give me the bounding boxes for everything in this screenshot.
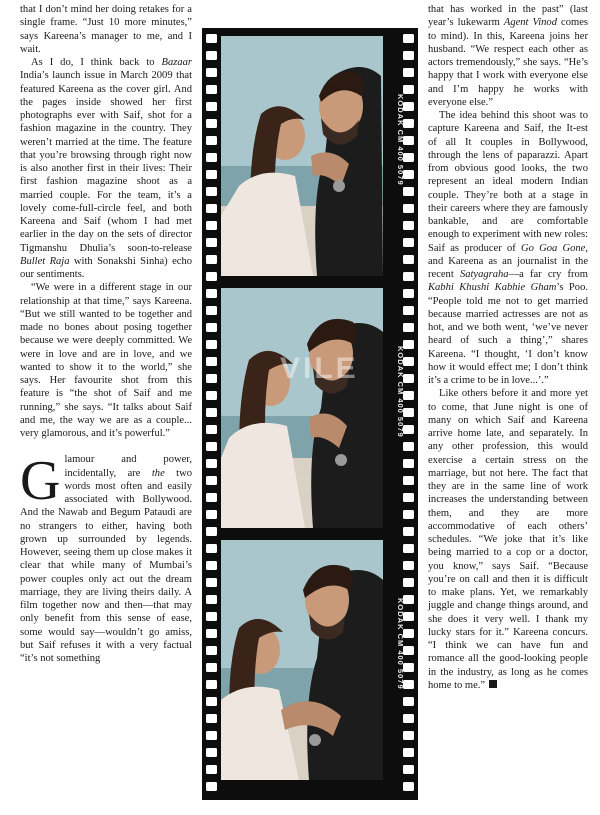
paragraph: “We were in a different stage in our relationship at that time,” says Kareena. “But we still wanted to be together and made no bones about posing together because we were deeply committed. We were in love and are in love, and we wanted to show it to the world,” she says. Her favourite shot from this feature is “the shot of Saif and me running,” she says. “It talks about Saif and me, the way we are as a couple... very glamorous, and it’s powerful.” [20,282,192,439]
left-text-column [20,3,192,665]
paragraph: that has worked in the past” (last year’s lukewarm Agent Vinod comes to mind). In this, Kareena joins her husband. “We respect each other as actors tremendously,” she says. “He’s happy that I work with everyone else and I’m happy he works with everyone else.” [428,4,588,108]
sprocket-hole [403,85,414,94]
sprocket-hole [206,510,217,519]
couple-photo [221,36,383,276]
sprocket-hole [206,493,217,502]
sprocket-hole [206,102,217,111]
sprocket-hole [403,238,414,247]
photo-frame-2 [221,288,383,528]
sprocket-hole [403,748,414,757]
sprocket-hole [403,187,414,196]
sprocket-hole [403,697,414,706]
sprocket-holes-left [206,28,217,800]
sprocket-hole [206,51,217,60]
sprocket-hole [206,306,217,315]
right-text-column [428,3,588,692]
sprocket-hole [403,51,414,60]
film-strip [202,28,418,800]
paragraph: Like others before it and more yet to come, that June night is one of many on which Saif and Kareena arrive home late, and separately. In any other profession, this would exercise a certain stress on the marriage, but not here. The fact that they are in the same line of work increases the understanding between them, and they are more accommodative of each others’ schedules. “We joke that it’s like being married to a cop or a doctor, you know,” says Saif. “Because you’re on call and then it is difficult to make plans. Yet, we remarkably juggle and change things around, and she does it very well. I thank my lucky stars for it.” Kareena concurs. “I think we can have fun and romance all the good-looking people in the industry, as long as he comes home to me.” [428,388,588,691]
sprocket-hole [206,408,217,417]
sprocket-hole [206,136,217,145]
sprocket-hole [206,629,217,638]
sprocket-hole [403,765,414,774]
sprocket-hole [206,697,217,706]
sprocket-hole [403,493,414,502]
sprocket-hole [206,646,217,655]
sprocket-hole [403,527,414,536]
sprocket-hole [403,442,414,451]
sprocket-hole [403,323,414,332]
sprocket-hole [206,731,217,740]
sprocket-hole [206,782,217,791]
sprocket-hole [206,476,217,485]
sprocket-hole [206,561,217,570]
sprocket-hole [206,119,217,128]
sprocket-hole [206,391,217,400]
sprocket-hole [403,510,414,519]
sprocket-hole [206,204,217,213]
sprocket-hole [403,255,414,264]
sprocket-hole [206,170,217,179]
paragraph: that I don’t mind her doing retakes for a single frame. “Just 10 more minutes,” says Kareena’s manager to me, and I wait. [20,4,192,55]
photo-frame-3 [221,540,383,780]
sprocket-hole [206,289,217,298]
sprocket-hole [403,306,414,315]
sprocket-hole [403,731,414,740]
sprocket-hole [206,221,217,230]
sprocket-hole [403,289,414,298]
sprocket-hole [403,459,414,468]
couple-photo [221,288,383,528]
couple-photo [221,540,383,780]
photo-frame-1 [221,36,383,276]
sprocket-hole [403,476,414,485]
sprocket-hole [206,765,217,774]
film-edge-label: KODAK CM 400 5079 [396,598,405,690]
sprocket-hole [206,340,217,349]
sprocket-hole [403,544,414,553]
sprocket-hole [206,748,217,757]
sprocket-hole [403,561,414,570]
film-edge-label: KODAK CM 400 5079 [396,94,405,186]
sprocket-hole [206,68,217,77]
sprocket-hole [206,714,217,723]
sprocket-hole [206,442,217,451]
sprocket-hole [206,425,217,434]
sprocket-hole [206,238,217,247]
sprocket-hole [206,357,217,366]
sprocket-hole [403,578,414,587]
sprocket-hole [206,544,217,553]
sprocket-hole [403,68,414,77]
sprocket-hole [403,714,414,723]
sprocket-hole [206,34,217,43]
sprocket-hole [206,153,217,162]
watermark: VILE [280,352,359,385]
sprocket-hole [403,204,414,213]
paragraph: The idea behind this shoot was to capture Kareena and Saif, the It-est of all It couples in Bollywood, through the lens of paparazzi. Apart from obvious good looks, the two represent an ideal modern Indian couple. They’re both at a stage in their careers where they are famously bankable, and are comfortable enough to experiment with new roles: Saif as producer of Go Goa Gone, and Kareena as an journalist in the recent Satyagraha—a far cry from Kabhi Khushi Kabhie Gham’s Poo. “People told me not to get married because married actresses are not as hot, and we both went, ‘we’ve never heard of such a thing’,” shares Kareena. “I thought, ‘I don’t know how it would effect me; I don’t think it’s a crime to be in love...’.” [428,110,588,386]
sprocket-hole [206,323,217,332]
sprocket-hole [206,374,217,383]
paragraph: As I do, I think back to Bazaar India’s launch issue in March 2009 that featured Kareena as the cover girl. And the pages inside showed her first photographs ever with Saif, shot for a fashion magazine in the country. They weren’t married at the time. The feature that you’re browsing through right now is also another first in their lives: Their first fashion magazine shoot as a married couple. For the team, it’s a lovely come-full-circle feel, and both Kareena and Saif (whom I had met earlier in the day on the sets of director Tigmanshu Dhulia’s soon-to-release Bullet Raja with Sonakshi Sinha) echo our sentiments. [20,57,192,280]
sprocket-hole [206,680,217,689]
sprocket-hole [206,85,217,94]
sprocket-hole [403,782,414,791]
sprocket-hole [206,187,217,196]
sprocket-hole [206,663,217,672]
sprocket-hole [403,272,414,281]
end-mark-icon [489,680,497,688]
sprocket-hole [206,595,217,604]
film-edge-label: KODAK CM 400 5079 [396,346,405,438]
sprocket-hole [403,221,414,230]
sprocket-hole [403,34,414,43]
sprocket-hole [206,527,217,536]
sprocket-hole [206,255,217,264]
paragraph-dropcap: Glamour and power, incidentally, are the two words most often and easily associated with Bollywood. And the Nawab and Begum Pataudi are no strangers to either, having both grown up surrounded by legends. However, seeing them up close makes it clear that while many of Mumbai’s power couples only act out the dream marriage, they are living theirs daily. A film together now and then—that may only benefit from this sense of ease, some would say—wouldn’t go amiss, but Saif refuses it with a very factual “it’s not something [20,450,192,664]
sprocket-hole [206,612,217,621]
drop-cap: G [20,450,61,513]
sprocket-hole [206,272,217,281]
sprocket-hole [206,459,217,468]
sprocket-hole [206,578,217,587]
